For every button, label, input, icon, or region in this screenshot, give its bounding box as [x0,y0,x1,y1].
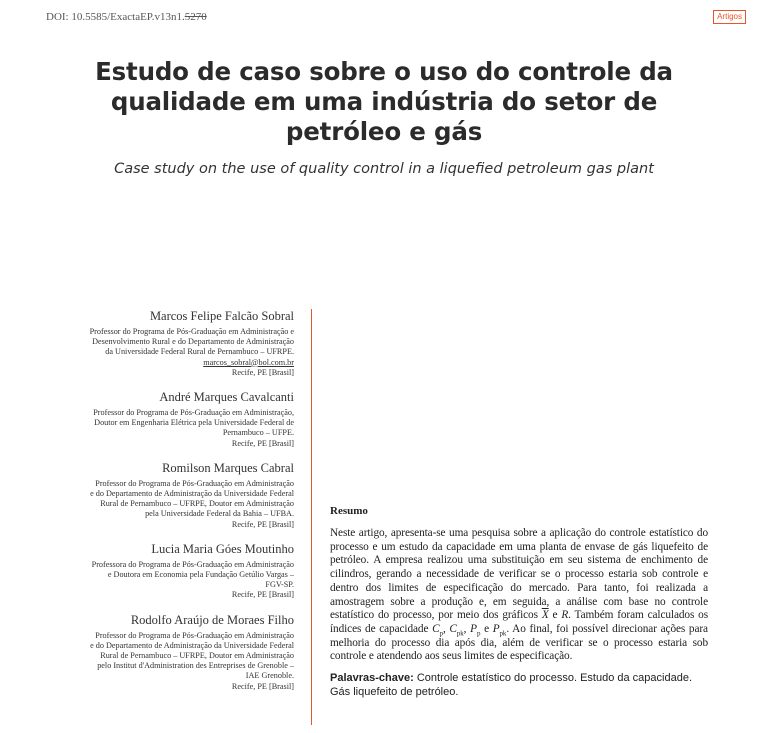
affiliation-line: Desenvolvimento Rural e do Departamento de Administração [92,337,294,347]
affiliation-line: Professora do Programa de Pós-Graduação em Administração [91,559,294,569]
ppk-symbol: P [492,622,500,635]
abstract-text: , [442,622,450,635]
author-name: Romilson Marques Cabral [162,460,294,475]
affiliation-line: Professor do Programa de Pós-Graduação em Administração [95,630,294,640]
author-entry [14,613,294,692]
author-list [14,309,294,704]
abstract-text: e [548,609,562,622]
abstract-text: . Também foram calculados os índices de capacidade [330,609,708,635]
author-location: Recife, PE [Brasil] [231,590,294,600]
abstract-text: Neste artigo, apresenta-se uma pesquisa sobre a aplicação do controle estatístico do processo e um estudo da capacidade em uma planta de envase de gás liquefeito de petróleo. A empresa realizou uma substituição em seu sistema de enchimento de cilindros, gerando a necessidade de verificar se o processo estaria sob controle e dentro dos limites de especificação do mercado. Para tanto, foi realizada a amostragem sobre a produção e, em seguida, a análise com base no controle estatístico do processo, por meio dos gráficos [330,527,708,622]
author-location: Recife, PE [Brasil] [231,438,294,448]
article-title: Estudo de caso sobre o uso do controle da qualidade em uma indústria do setor de petróleo e gás [95,57,673,146]
doi-line [46,11,207,23]
affiliation-line: e Doutora em Economia pela Fundação Getúlio Vargas – [107,570,294,580]
abstract-body [330,527,708,664]
section-tag: Artigos [713,10,746,24]
author-entry [14,461,294,530]
affiliation-line: Doutor em Engenharia Elétrica pela Universidade Federal de [94,418,294,428]
author-name: Lucia Maria Góes Moutinho [151,541,294,556]
author-name: Rodolfo Araújo de Moraes Filho [130,612,294,627]
affiliation-line: pelo Institut d'Administration des Entreprises de Grenoble – [97,661,294,671]
cpk-symbol: C [449,622,457,635]
abstract-text: e [480,622,493,635]
article-subtitle: Case study on the use of quality control in a liquefied petroleum gas plant [114,161,654,177]
doi-struck-number: 5270 [184,11,207,23]
author-location: Recife, PE [Brasil] [231,367,294,377]
affiliation-line: da Universidade Federal Rural de Pernambuco – UFRPE. [105,347,294,357]
affiliation-line: Professor do Programa de Pós-Graduação em Administração e [89,327,294,336]
affiliation-line: FGV-SP. [265,580,294,590]
author-entry [14,390,294,449]
affiliation-line: IAE Grenoble. [245,671,294,681]
author-entry [14,542,294,601]
keywords-label: Palavras-chave: [330,672,414,685]
pp-symbol: P [470,622,477,635]
affiliation-line: pela Universidade Federal da Bahia – UFBA. [145,509,294,519]
subscript: p [476,629,481,638]
author-location: Recife, PE [Brasil] [231,519,294,529]
abstract-text: , [463,622,471,635]
author-affiliation [14,479,294,530]
affiliation-line: Professor do Programa de Pós-Graduação em Administração [95,478,294,488]
keywords-text: Controle estatístico do processo. Estudo da capacidade. Gás liquefeito de petróleo. [330,672,693,698]
author-name: André Marques Cavalcanti [159,390,294,405]
affiliation-line: Professor do Programa de Pós-Graduação em Administração, [93,408,294,418]
author-name: Marcos Felipe Falcão Sobral [149,309,294,323]
author-entry [14,309,294,378]
author-affiliation [14,408,294,449]
cp-symbol: C [432,622,440,635]
author-email-link[interactable]: marcos_sobral@bol.com.br [203,357,294,367]
affiliation-line: Pernambuco – UFPE. [222,428,294,438]
author-affiliation [14,560,294,601]
abstract-text: . Ao final, foi possível direcionar ações para melhoria do processo dia após dia, além de verificar se o processo estaria sob controle e atendendo aos seus limites de especificação. [330,622,708,663]
author-affiliation [14,631,294,692]
subscript: pk [456,629,464,638]
subscript: pk [499,629,507,638]
abstract-section [330,505,708,699]
abstract-heading: Resumo [330,505,368,517]
affiliation-line: e do Departamento de Administração da Universidade Federal [90,640,294,650]
column-divider [311,309,312,725]
author-affiliation [14,327,294,378]
keywords [330,672,708,699]
affiliation-line: e do Departamento de Administração da Universidade Federal [90,489,294,499]
subscript: p [439,629,443,638]
author-location: Recife, PE [Brasil] [231,681,294,691]
r-symbol: R [561,609,569,622]
doi-prefix: DOI: 10.5585/ExactaEP.v13n1. [46,11,185,23]
xbar-symbol: $\overline{X}$ [541,609,549,622]
affiliation-line: Rural de Pernambuco – UFRPE, Doutor em Administração [100,499,294,509]
affiliation-line: Rural de Pernambuco – UFRPE, Doutor em Administração [100,651,294,661]
